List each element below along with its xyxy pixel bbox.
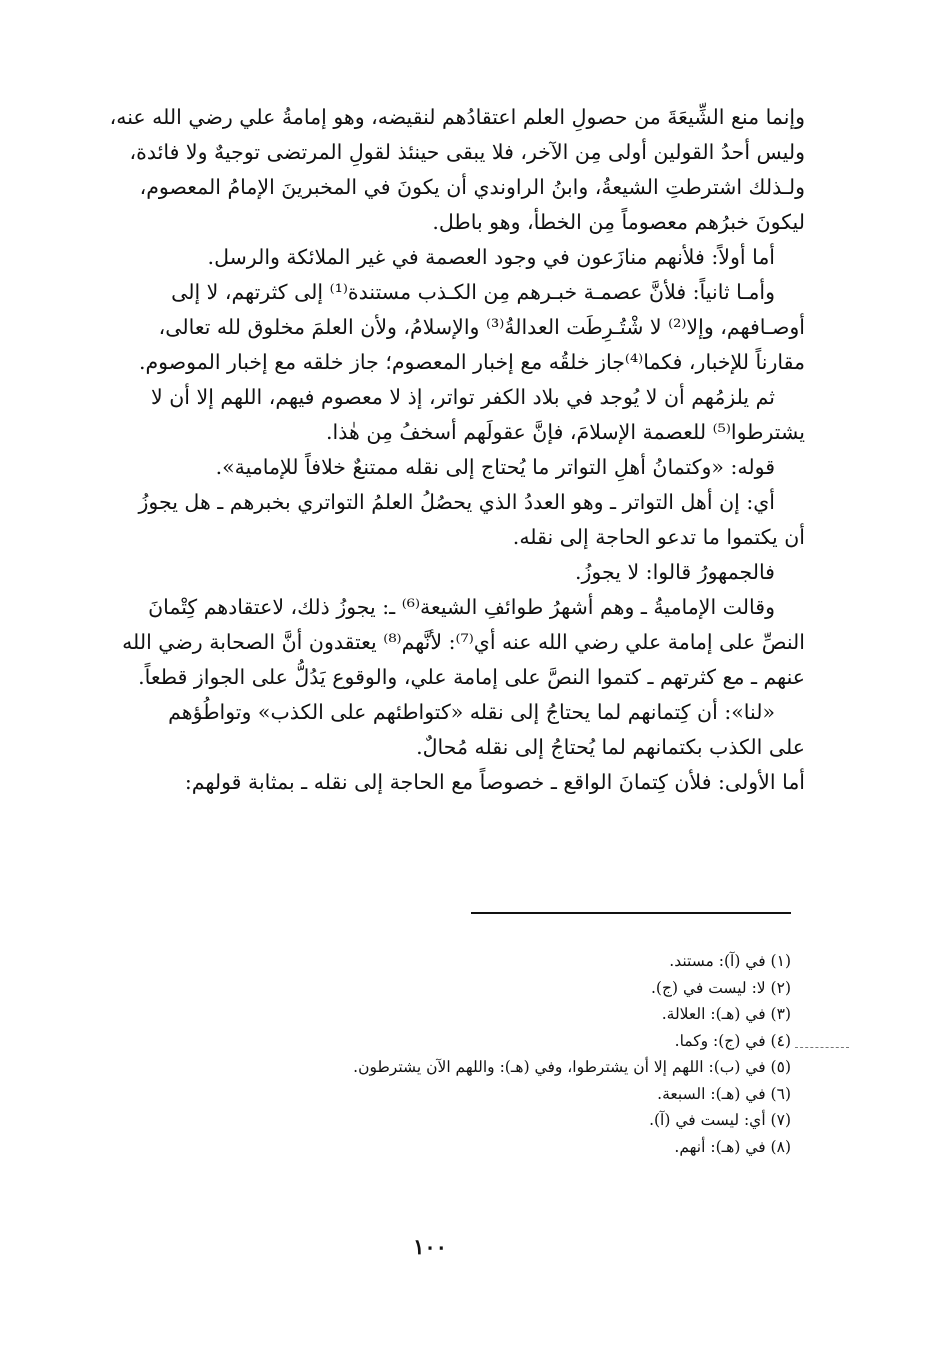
text-line: مقارناً للإخبار، فكما⁽⁴⁾جاز خلقُه مع إخبار المعصوم؛ جاز خلقه مع إخبار الموصوم. — [138, 350, 805, 374]
footnote: (٤) في (ج): وكما. — [674, 1031, 791, 1050]
text-line: أي: إن أهل التواتر ـ وهو العددُ الذي يحصُلُ العلمُ التواتري بخبرهم ـ هل يجوزُ — [138, 490, 775, 514]
text-line: أوصـافهم، وإلا⁽²⁾ لا شْتُـرِطَت العدالةُ⁽³⁾ والإسلامُ، ولأن العلمَ مخلوق لله تعالى، — [158, 315, 805, 339]
text-line: أن يكتموا ما تدعو الحاجة إلى نقله. — [512, 525, 805, 549]
footnote: (٨) في (هـ): أنهم. — [674, 1137, 791, 1156]
footnote: (٣) في (هـ): العلالة. — [661, 1005, 791, 1023]
footnote: (١) في (آ): مستند. — [669, 952, 791, 970]
text-line: ثم يلزمُهم أن لا يُوجد في بلاد الكفر تواتر، إذ لا معصوم فيهم، اللهم إلا أن لا — [151, 385, 775, 409]
text-line: ليكونَ خبرُهم معصوماً مِن الخطأ، وهو باطل. — [432, 210, 805, 234]
footnote: (٦) في (هـ): السبعة. — [657, 1084, 791, 1103]
text-line: أما الأولى: فلأن كِتمانَ الواقع ـ خصوصاً مع الحاجة إلى نقله ـ بمثابة قولهم: — [184, 770, 805, 794]
text-line: عنهم ـ مع كثرتهم ـ كتموا النصَّ على إمامة علي، والوقوع يَدُلُّ على الجواز قطعاً. — [138, 665, 805, 689]
margin-mark — [795, 1047, 849, 1048]
text-line: وإنما منع الشِّيعَةَ من حصولِ العلم اعتقادُهم لنقيضه، وهو إمامةُ علي رضي الله عنه، — [109, 105, 805, 129]
footnote-divider — [471, 912, 791, 914]
main-text — [70, 100, 805, 800]
page-number: ١٠٠ — [413, 1234, 447, 1259]
footnote: (٢) لا: ليست في (ج). — [650, 978, 791, 997]
text-line: قوله: «وكتمانُ أهلِ التواتر ما يُحتاج إلى نقله ممتنعٌ خلافاً للإمامية». — [215, 455, 775, 479]
footnote: (٥) في (ب): اللهم إلا أن يشترطوا، وفي (هـ): واللهم الآن يشترطون. — [353, 1058, 791, 1076]
text-line: ولـذلك اشترطتِ الشيعةُ، وابنُ الراوندي أن يكونَ في المخبرينَ الإمامُ المعصوم، — [139, 175, 805, 199]
text-line: على الكذب بكتمانهم لما يُحتاجُ إلى نقله مُحالٌ. — [416, 735, 805, 759]
text-line: وقالت الإماميةُ ـ وهم أشهرُ طوائفِ الشيعة⁽⁶⁾ ـ: يجوزُ ذلك، لاعتقادهم كِتْمانَ — [148, 595, 775, 619]
text-line: أما أولاً: فلأنهم منازَعون في وجود العصمة في غير الملائكة والرسل. — [207, 245, 775, 269]
text-line: يشترطوا⁽⁵⁾ للعصمة الإسلامَ، فإنَّ عقولَهم أسخفُ مِن هٰذا. — [326, 420, 805, 444]
footnotes — [271, 948, 791, 1160]
text-line: وليس أحدُ القولين أولى مِن الآخر، فلا يبقى حينئذ لقولِ المرتضى توجيهٌ ولا فائدة، — [129, 140, 805, 164]
text-line: وأمـا ثانياً: فلأنَّ عصمـة خبـرهم مِن الكـذب مستندة⁽¹⁾ إلى كثرتهم، لا إلى — [171, 280, 775, 304]
text-line: النصِّ على إمامة علي رضي الله عنه أي⁽⁷⁾: لأنَّهم⁽⁸⁾ يعتقدون أنَّ الصحابة رضي الله — [122, 630, 805, 654]
text-line: فالجمهورُ قالوا: لا يجوزُ. — [575, 560, 775, 584]
footnote: (٧) أي: ليست في (آ). — [649, 1111, 791, 1129]
text-line: «لنا»: أن كِتمانهم لما يحتاجُ إلى نقله «كتواطئهم على الكذب» وتواطُؤهم — [168, 700, 775, 724]
